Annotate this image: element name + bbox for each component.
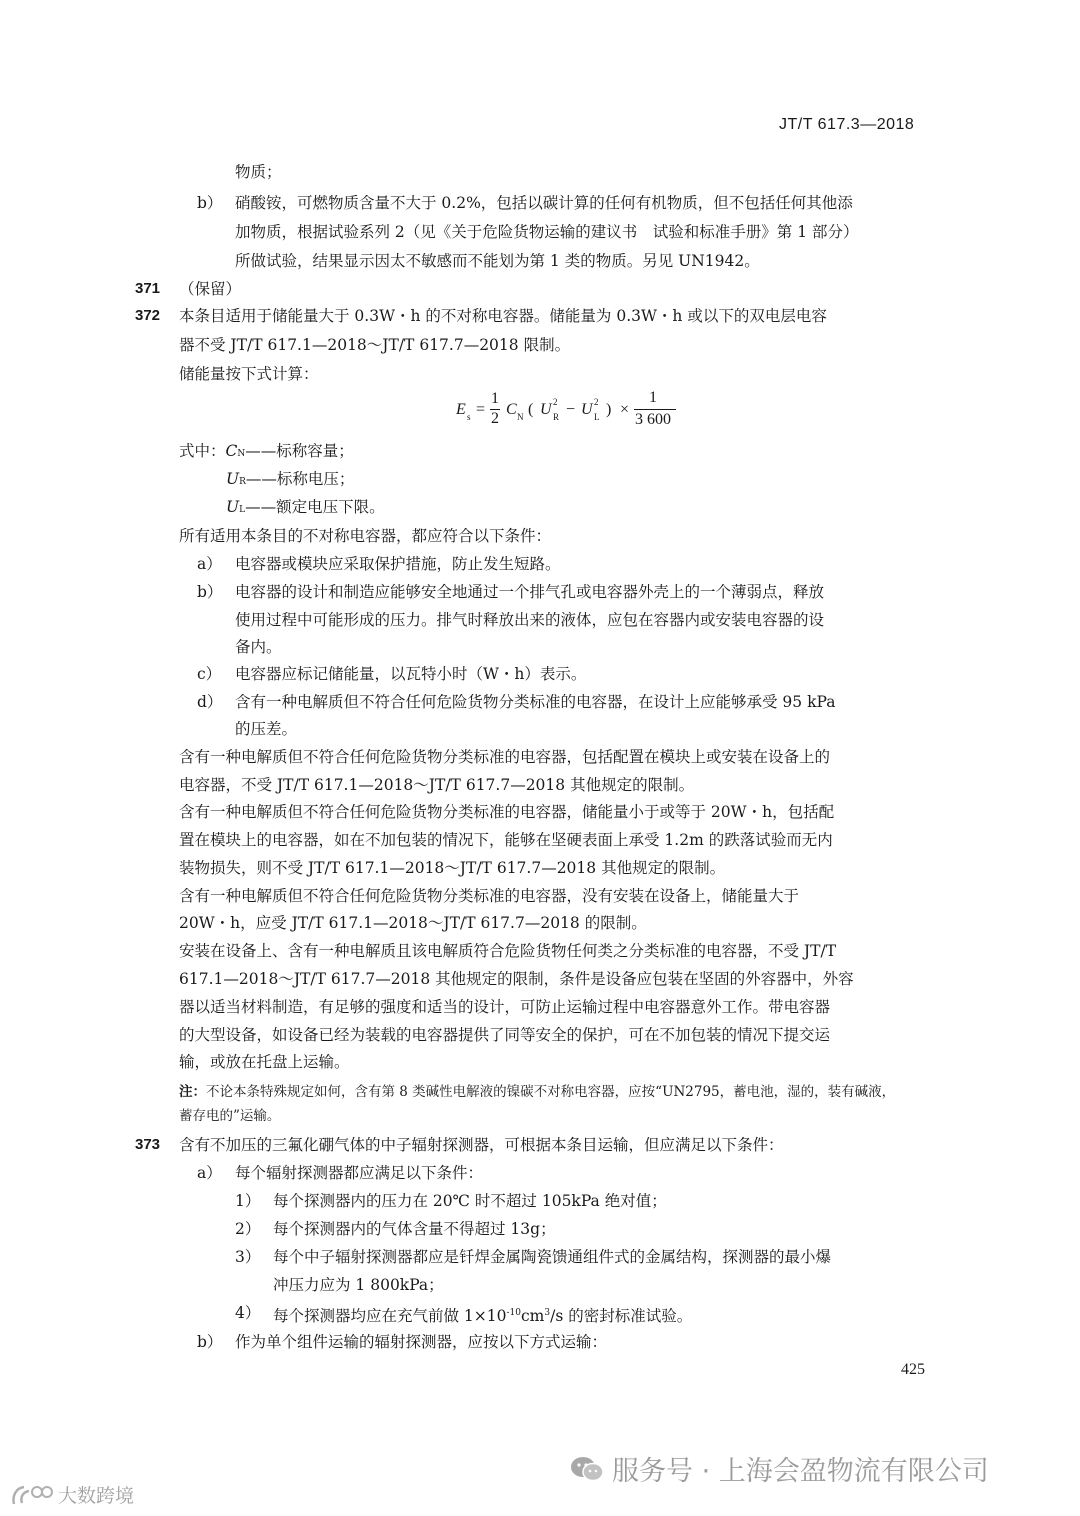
body-line: 加物质，根据试验系列 2（见《关于危险货物运输的建议书 试验和标准手册》第 1 部分）	[235, 223, 859, 241]
formula-U-R-square: 2	[553, 397, 558, 407]
formula-U-L-square: 2	[594, 397, 599, 407]
body-line: 储能量按下式计算：	[179, 365, 319, 383]
body-line: 含有一种电解质但不符合任何危险货物分类标准的电容器，没有安装在设备上，储能量大于	[179, 887, 800, 905]
brand-text: 大数跨境	[58, 1485, 135, 1507]
body-line: （保留）	[179, 280, 242, 298]
body-line: 安装在设备上、含有一种电解质且该电解质符合危险货物任何类之分类标准的电容器，不受 JT/T	[179, 942, 837, 960]
list-marker: d）	[197, 693, 223, 711]
body-line: 每个探测器内的压力在 20℃ 时不超过 105kPa 绝对值；	[273, 1192, 667, 1210]
body-line: 的压差。	[235, 720, 298, 738]
where-text: 式中：	[179, 442, 226, 460]
body-line: 含有不加压的三氟化硼气体的中子辐射探测器，可根据本条目运输，但应满足以下条件：	[179, 1136, 784, 1154]
body-line: 含有一种电解质但不符合任何危险货物分类标准的电容器，包括配置在模块上或安装在设备上的	[179, 748, 831, 766]
formula-left-paren: (	[528, 401, 534, 418]
formula-U-R-subscript: R	[553, 412, 560, 422]
formula-half-denominator: 2	[491, 410, 499, 427]
service-watermark	[570, 1449, 989, 1488]
body-line: 本条目适用于储能量大于 0.3W・h 的不对称电容器。储能量为 0.3W・h 或以下的双电层电容	[179, 307, 827, 325]
body-line: 含有一种电解质但不符合任何危险货物分类标准的电容器，在设计上应能够承受 95 kPa	[235, 693, 836, 711]
body-line: 所做试验，结果显示因太不敏感而不能划为第 1 类的物质。另见 UN1942。	[235, 252, 760, 270]
body-line: 备内。	[235, 638, 282, 656]
body-line: 电容器应标记储能量，以瓦特小时（W・h）表示。	[235, 665, 587, 683]
formula-fraction-bar	[634, 409, 676, 410]
text-part: /s 的密封标准试验。	[550, 1307, 693, 1326]
body-line: 电容器或模块应采取保护措施，防止发生短路。	[235, 555, 561, 573]
standard-code-header: JT/T 617.3—2018	[779, 116, 915, 133]
var-C-subscript: N	[237, 449, 246, 459]
page-number: 425	[901, 1361, 925, 1378]
body-line: 含有一种电解质但不符合任何危险货物分类标准的电容器，储能量小于或等于 20W・h，包括配	[179, 803, 835, 821]
formula-minus: −	[566, 401, 576, 418]
var-definition-U-L	[226, 497, 385, 520]
unit-cm: cm	[521, 1307, 545, 1326]
service-account-text: 服务号 · 上海会盈物流有限公司	[612, 1456, 989, 1487]
list-marker: 4）	[235, 1304, 261, 1322]
list-marker: 3）	[235, 1248, 261, 1266]
clause-number-373: 373	[135, 1136, 161, 1153]
body-line: 617.1—2018～JT/T 617.7—2018 其他规定的限制，条件是设备应包装在坚固的外容器中，外容	[179, 970, 854, 988]
body-line: 器不受 JT/T 617.1—2018～JT/T 617.7—2018 限制。	[179, 336, 571, 354]
formula-C-subscript: N	[517, 412, 524, 422]
body-line: 电容器，不受 JT/T 617.1—2018～JT/T 617.7—2018 其他规定的限制。	[179, 776, 695, 794]
var-U-R-subscript: R	[239, 477, 246, 487]
body-line: 物质；	[235, 163, 282, 181]
body-line: 使用过程中可能形成的压力。排气时释放出来的液体，应包在容器内或安装电容器的设	[235, 611, 825, 629]
note-text: 不论本条特殊规定如何，含有第 8 类碱性电解液的镍碳不对称电容器，应按“UN2795，蓄电池，湿的，装有碱液，	[206, 1084, 896, 1100]
var-C-definition: ——标称容量；	[245, 442, 354, 460]
formula-E-subscript: s	[467, 412, 471, 422]
body-line: 的大型设备，如设备已经为装载的电容器提供了同等安全的保护，可在不加包装的情况下提交运	[179, 1026, 831, 1044]
note-line: 蓄存电的”运输。	[179, 1108, 281, 1124]
body-line: 器以适当材料制造，有足够的强度和适当的设计，可防止运输过程中电容器意外工作。带电容器	[179, 998, 831, 1016]
body-line: 所有适用本条目的不对称电容器，都应符合以下条件：	[179, 527, 552, 545]
list-marker: 2）	[235, 1220, 261, 1238]
body-line: 电容器的设计和制造应能够安全地通过一个排气孔或电容器外壳上的一个薄弱点，释放	[235, 583, 825, 601]
brand-logo-icon	[10, 1482, 54, 1508]
body-line: 每个中子辐射探测器都应是钎焊金属陶瓷馈通组件式的金属结构，探测器的最小爆	[273, 1248, 832, 1266]
formula-right-paren: )	[606, 401, 612, 418]
list-marker: a）	[197, 555, 222, 573]
formula-U-R: U	[540, 401, 552, 418]
formula-E: E	[456, 401, 466, 418]
body-line: 硝酸铵，可燃物质含量不大于 0.2%，包括以碳计算的任何有机物质，但不包括任何其他添	[235, 194, 853, 212]
var-U-R: U	[226, 470, 240, 488]
body-line: 每个探测器内的气体含量不得超过 13g；	[273, 1220, 556, 1238]
energy-formula	[456, 385, 686, 435]
note-line	[179, 1082, 895, 1102]
list-marker: b）	[197, 583, 223, 601]
var-definition-U-R	[226, 469, 354, 492]
formula-C: C	[506, 401, 517, 418]
body-line: 输，或放在托盘上运输。	[179, 1053, 350, 1071]
body-line: 20W・h，应受 JT/T 617.1—2018～JT/T 617.7—2018 的限制。	[179, 914, 647, 932]
formula-half-numerator: 1	[491, 390, 499, 407]
var-U-L-subscript: L	[239, 505, 246, 515]
list-marker: b）	[197, 1333, 223, 1351]
list-marker: b）	[197, 194, 223, 212]
list-marker: c）	[197, 665, 222, 683]
formula-times: ×	[620, 401, 630, 418]
formula-fraction-denominator: 3 600	[635, 411, 671, 428]
var-U-L-definition: ——额定电压下限。	[245, 498, 385, 516]
where-label	[179, 441, 354, 464]
formula-fraction-numerator: 1	[649, 389, 657, 406]
brand-watermark	[10, 1481, 134, 1508]
var-U-R-definition: ——标称电压；	[245, 470, 355, 488]
exponent-neg10: -10	[506, 1308, 521, 1318]
body-line: 装物损失，则不受 JT/T 617.1—2018～JT/T 617.7—2018 其他规定的限制。	[179, 859, 726, 877]
clause-number-371: 371	[135, 280, 161, 297]
body-line: 每个辐射探测器都应满足以下条件：	[235, 1164, 484, 1182]
body-line-with-exponents	[273, 1303, 692, 1326]
list-marker: 1）	[235, 1192, 261, 1210]
note-label: 注：	[179, 1084, 206, 1099]
body-line: 作为单个组件运输的辐射探测器，应按以下方式运输：	[235, 1333, 608, 1351]
body-line: 冲压力应为 1 800kPa；	[273, 1276, 444, 1294]
body-line: 置在模块上的电容器，如在不加包装的情况下，能够在坚硬表面上承受 1.2m 的跌落试验而无内	[179, 831, 833, 849]
wechat-icon	[570, 1455, 604, 1483]
list-marker: a）	[197, 1164, 222, 1182]
text-part: 每个探测器均应在充气前做 1×10	[273, 1307, 507, 1326]
var-C: C	[225, 442, 238, 460]
formula-U-L: U	[581, 401, 593, 418]
formula-equals: =	[476, 401, 486, 418]
exponent-3: 3	[544, 1308, 551, 1318]
formula-U-L-subscript: L	[594, 412, 600, 422]
clause-number-372: 372	[135, 307, 161, 324]
var-U-L: U	[226, 498, 240, 516]
